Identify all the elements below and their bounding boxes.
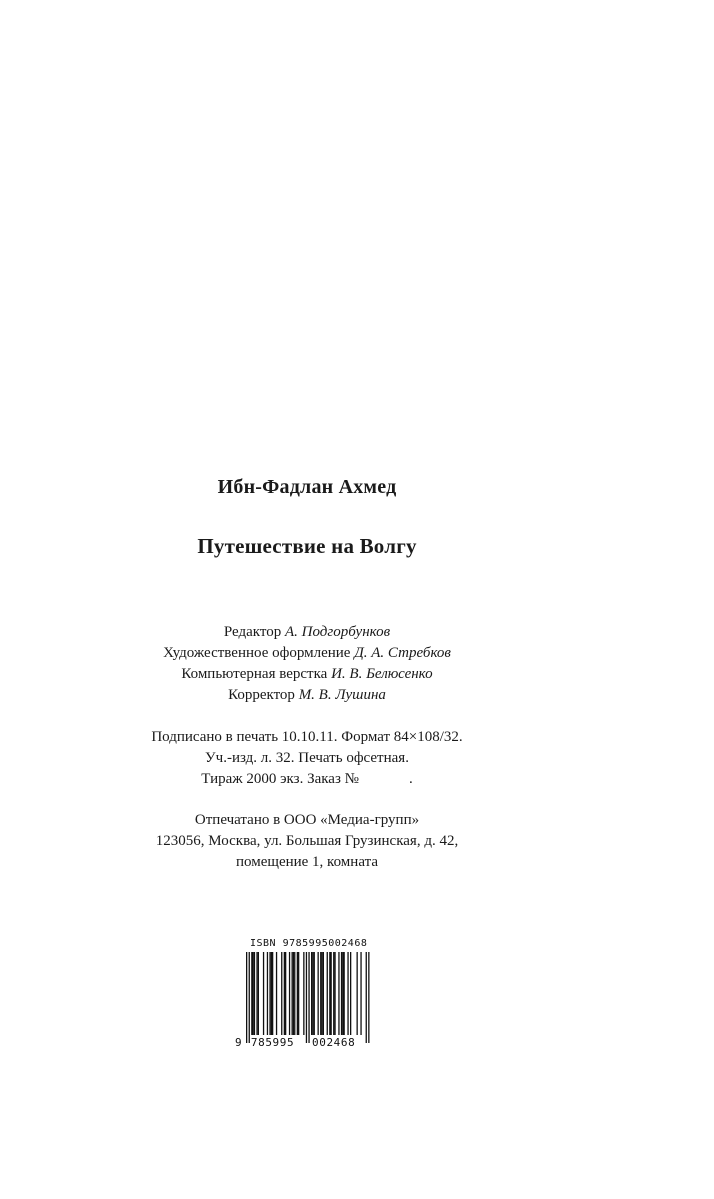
layout-name: И. В. Белюсенко [331, 666, 433, 682]
book-title: Путешествие на Волгу [197, 534, 417, 558]
print-info-block [0, 727, 614, 790]
isbn-label: ISBN 9785995002468 [250, 938, 368, 949]
barcode-bar [267, 952, 268, 1035]
barcode-bar [272, 952, 273, 1035]
editor-line [0, 622, 614, 643]
barcode-bar [294, 952, 295, 1035]
barcode-bar [256, 952, 257, 1035]
barcode-bar [331, 952, 332, 1035]
printer-block [0, 810, 614, 873]
barcode-bar [312, 952, 313, 1035]
barcode-bars [246, 952, 370, 1043]
barcode-bar [327, 952, 328, 1035]
barcode-bar [303, 952, 304, 1035]
editor-name: А. Подгорбунков [284, 624, 391, 640]
design-line [0, 643, 614, 664]
barcode-bar [292, 952, 293, 1035]
print-info-line-1: Подписано в печать 10.10.11. Формат 84×108/32. [151, 729, 463, 745]
barcode-guard-bar [246, 952, 247, 1043]
print-run-text: Тираж 2000 экз. Заказ № [201, 771, 359, 787]
barcode-bar [293, 952, 294, 1035]
barcode-bar [321, 952, 322, 1035]
layout-label: Компьютерная верстка [181, 666, 328, 682]
barcode-guard-bar [308, 952, 309, 1043]
barcode-lead-digit: 9 [235, 1036, 242, 1048]
printer-line-1: Отпечатано в ООО «Медиа-групп» [194, 812, 420, 828]
barcode-bar [347, 952, 348, 1035]
barcode-bar [320, 952, 321, 1035]
barcode-bar [333, 952, 334, 1035]
barcode-bar [344, 952, 345, 1035]
barcode-guard-bar [249, 952, 250, 1043]
barcode-bar [269, 952, 270, 1035]
barcode-bar [285, 952, 286, 1035]
barcode-right-digits: 002468 [312, 1036, 356, 1048]
credits-block [0, 622, 614, 706]
barcode-bar [276, 952, 277, 1035]
barcode-bar [281, 952, 282, 1035]
proof-label: Корректор [228, 687, 295, 703]
barcode-left-digits: 785995 [250, 1036, 295, 1048]
barcode-bar [263, 952, 264, 1035]
barcode-bar [298, 952, 299, 1035]
barcode-guard-bar [366, 952, 367, 1043]
barcode-bar [357, 952, 358, 1035]
barcode-bar [253, 952, 254, 1035]
book-author: Ибн-Фадлан Ахмед [217, 476, 397, 498]
barcode-bar [311, 952, 312, 1035]
barcode-bar [284, 952, 285, 1035]
print-info-line-2: Уч.-изд. л. 32. Печать офсетная. [205, 750, 409, 766]
barcode-image [232, 952, 380, 1048]
barcode-guard-bar [368, 952, 369, 1043]
printer-line-2: 123056, Москва, ул. Большая Грузинская, д. 42, [155, 833, 459, 849]
barcode-bar [318, 952, 319, 1035]
editor-label: Редактор [223, 624, 282, 640]
print-info-line-3 [0, 769, 614, 790]
barcode-bar [329, 952, 330, 1035]
barcode-bar [314, 952, 315, 1035]
barcode-bar [334, 952, 335, 1035]
layout-line [0, 664, 614, 685]
proof-line [0, 685, 614, 706]
barcode-bar [323, 952, 324, 1035]
isbn-barcode [232, 937, 380, 1048]
barcode-bar [271, 952, 272, 1035]
barcode-bar [341, 952, 342, 1035]
design-label: Художественное оформление [163, 645, 351, 661]
barcode-bar [289, 952, 290, 1035]
barcode-bar [350, 952, 351, 1035]
barcode-bar [258, 952, 259, 1035]
barcode-bar [342, 952, 343, 1035]
barcode-bar [338, 952, 339, 1035]
barcode-bar [360, 952, 361, 1035]
design-name: Д. А. Стребков [354, 645, 451, 661]
printer-line-3: помещение 1, комната [236, 854, 378, 870]
barcode-guard-bar [306, 952, 307, 1043]
proof-name: М. В. Лушина [298, 687, 386, 703]
barcode-bar [251, 952, 252, 1035]
barcode-bar [297, 952, 298, 1035]
barcode-bar [254, 952, 255, 1035]
order-suffix: . [408, 771, 413, 787]
